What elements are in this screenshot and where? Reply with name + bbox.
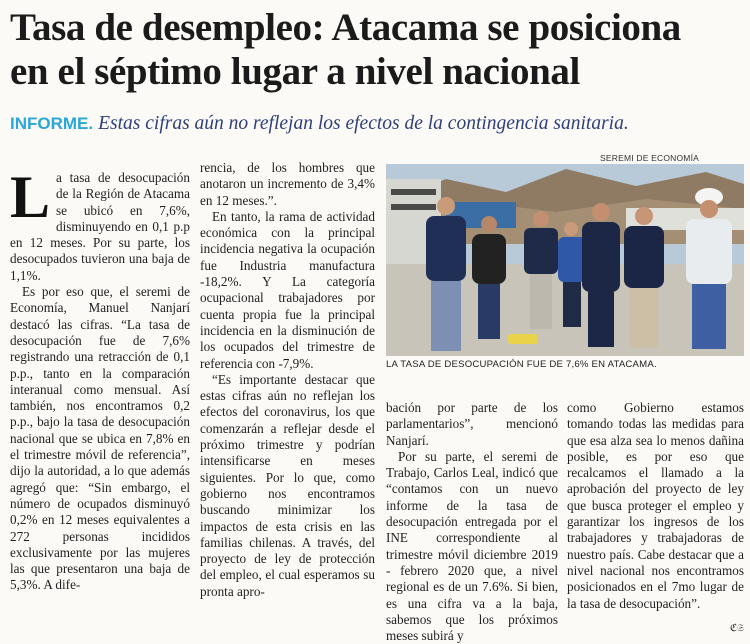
headline-line-1: Tasa de desempleo: Atacama se posiciona	[10, 6, 681, 49]
paragraph: “Es importante destacar que estas cifras aún no reflejan los efectos del coronavirus, los que comenzarán a reflejar desde el próximo trimestre y podrían intensificarse en meses siguientes. Por lo que, como gobierno nos encontramos buscando minimizar los impactos de esta crisis en las familias chilenas. A través, del proyecto de ley de protección del empleo, el cual esperamos su pronta apro-	[200, 371, 375, 599]
article-column-4	[567, 400, 744, 612]
deck	[10, 112, 745, 136]
paragraph: Es por eso que, el seremi de Economía, Manuel Nanjarí destacó las cifras. “La tasa de desocupación fue de 7,6% registrando una retracción de 0,1 p.p., tanto en la comparación interanual como mensual. Así también, nos encontramos 0,2 p.p., bajo la tasa de desocupación nacional que se ubica en 7,8% en el trimestre móvil de referencia”, dijo la autoridad, a lo que además agregó que: “Sin embargo, el número de ocupados disminuyó 0,2% en 12 meses equivalentes a 272 personas incididos exclusivamente por las mujeres las que presentaron una baja de 5,3%. A dife-	[10, 284, 190, 593]
photo-credit: SEREMI DE ECONOMÍA	[600, 153, 700, 163]
paragraph: En tanto, la rama de actividad económica con la principal incidencia negativa la ocupación fue Industria manufactura -18,2%. Y La categoría ocupacional trabajadores por cuenta propia fue la principal incidencia en la disminución de los ocupados del trimestre de referencia con -7,9%.	[200, 208, 375, 371]
photo-caption: LA TASA DE DESOCUPACIÓN FUE DE 7,6% EN ATACAMA.	[386, 359, 657, 370]
headline-line-2: en el séptimo lugar a nivel nacional	[10, 50, 580, 93]
deck-label: INFORME.	[10, 114, 94, 133]
news-photo	[386, 164, 744, 356]
article-column-1	[10, 164, 190, 594]
paragraph: bación por parte de los parlamentarios”, mencionó Nanjarí.	[386, 400, 558, 448]
article-column-3	[386, 400, 558, 644]
drop-cap: L	[10, 164, 51, 230]
paragraph: Por su parte, el seremi de Trabajo, Carlos Leal, indicó que “contamos con un nuevo informe de la tasa de desocupación entregada por el INE correspondiente al trimestre móvil diciembre 2019 - febrero 2020 que, a nivel regional es de un 7.6%. Si bien, es una cifra va a la baja, sabemos que los próximos meses subirá y	[386, 448, 558, 644]
deck-text: Estas cifras aún no reflejan los efectos de la contingencia sanitaria.	[98, 113, 629, 134]
article-column-2	[200, 160, 375, 600]
paragraph: rencia, de los hombres que anotaron un incremento de 3,4% en 12 meses.”.	[200, 160, 375, 208]
paragraph: como Gobierno estamos tomando todas las medidas para que esa alza sea lo menos dañina posible, es por eso que recalcamos el llamado a la aprobación del proyecto de ley que busca proteger el empleo y garantizar los ingresos de los trabajadores y trabajadoras de nuestro país. Cabe destacar que a nivel nacional nos encontramos posicionados en el 7mo lugar de la tasa de desocupación”.	[567, 400, 744, 611]
author-signature: ℭ𝔖	[730, 623, 745, 634]
headline	[10, 6, 745, 94]
paragraph: a tasa de desocupación de la Región de Atacama se ubicó en 7,6%, disminuyendo en 0,1 p.p en 12 meses. Por su parte, los desocupados tuvieron una baja de 1,1%.	[10, 170, 190, 283]
photo-illustration	[386, 164, 744, 356]
